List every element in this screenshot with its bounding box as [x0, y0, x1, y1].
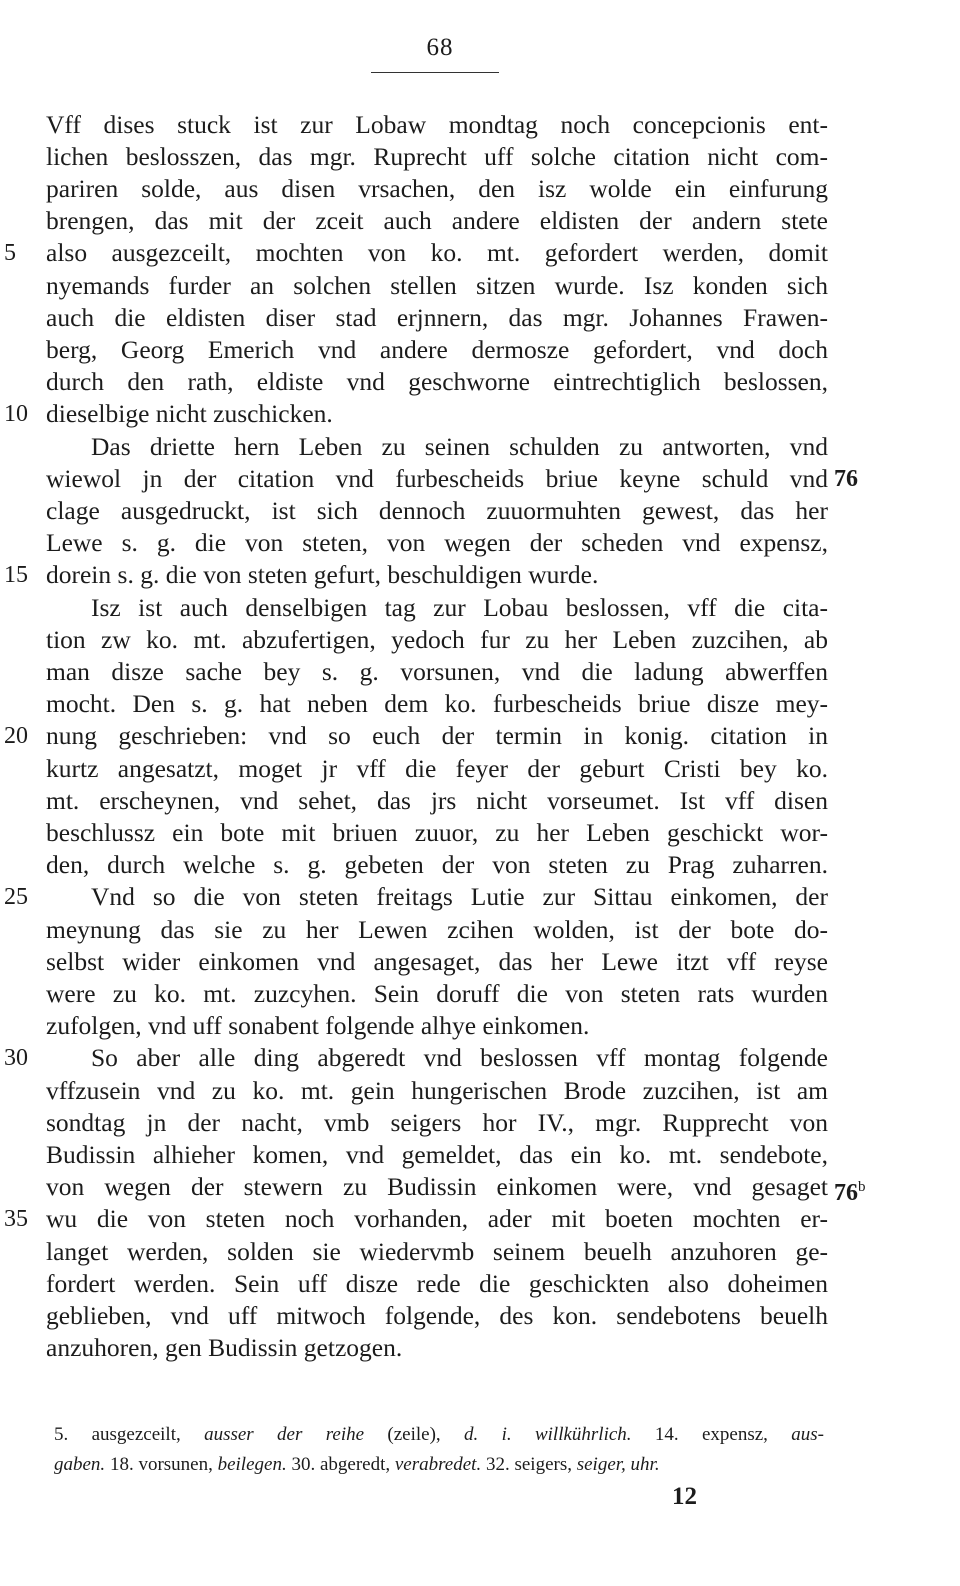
- text-line: were zu ko. mt. zuzcyhen. Sein doruff die von steten rats wurden: [46, 979, 828, 1008]
- text-line: Lewe s. g. die von steten, von wegen der scheden vnd expensz,: [46, 528, 828, 557]
- text-line: nyemands furder an solchen stellen sitzen wurde. Isz konden sich: [46, 271, 828, 300]
- footnote-line: [54, 1450, 824, 1480]
- text-line: den, durch welche s. g. gebeten der von steten zu Prag zuharren.: [46, 850, 828, 879]
- text-line: brengen, das mit der zceit auch andere eldisten der andern stete: [46, 206, 828, 235]
- footnote-gloss: ausser der reihe: [204, 1424, 365, 1445]
- text-line: Vnd so die von steten freitags Lutie zur Sittau einkomen, der: [91, 882, 828, 911]
- text-line: berg, Georg Emerich vnd andere dermosze gefordert, vnd doch: [46, 335, 828, 364]
- text-line: Isz ist auch denselbigen tag zur Lobau beslossen, vff die cita-: [91, 593, 828, 622]
- text-line: lichen beslosszen, das mgr. Ruprecht uff solche citation nicht com-: [46, 142, 828, 171]
- text-line: vffzusein vnd zu ko. mt. gein hungerischen Brode zuzcihen, ist am: [46, 1076, 828, 1105]
- text-line: von wegen der stewern zu Budissin einkomen were, vnd gesaget: [46, 1172, 828, 1201]
- text-line: also ausgezceilt, mochten von ko. mt. gefordert werden, domit: [46, 238, 828, 267]
- text-line: anzuhoren, gen Budissin getzogen.: [46, 1333, 403, 1362]
- line-number: 30: [4, 1045, 28, 1071]
- text-line: langet werden, solden sie wiedervmb seinem beuelh anzuhoren ge-: [46, 1237, 828, 1266]
- margin-folio-ref: 76: [834, 466, 858, 492]
- text-line: tion zw ko. mt. abzufertigen, yedoch fur zu her Leben zuzcihen, ab: [46, 625, 828, 654]
- line-number: 15: [4, 562, 28, 588]
- line-number: 20: [4, 723, 28, 749]
- page-number: 68: [426, 34, 454, 61]
- text-line: clage ausgedruckt, ist sich dennoch zuuormuhten gewest, das her: [46, 496, 828, 525]
- text-line: mt. erscheynen, vnd sehet, das jrs nicht vorseumet. Ist vff disen: [46, 786, 828, 815]
- line-number: 5: [4, 240, 16, 266]
- text-line: geblieben, vnd uff mitwoch folgende, des kon. sendebotens beuelh: [46, 1301, 828, 1330]
- footnote-gloss: aus-: [791, 1424, 824, 1445]
- text-line: dieselbige nicht zuschicken.: [46, 399, 333, 428]
- text-line: wiewol jn der citation vnd furbescheids briue keyne schuld vnd: [46, 464, 828, 493]
- header-rule: [371, 72, 499, 73]
- line-number: 35: [4, 1206, 28, 1232]
- line-number: 25: [4, 884, 28, 910]
- footnote-gloss: beilegen.: [217, 1454, 287, 1475]
- footnote-line: [54, 1420, 824, 1450]
- text-line: dorein s. g. die von steten gefurt, beschuldigen wurde.: [46, 560, 599, 589]
- text-line: selbst wider einkomen vnd angesaget, das her Lewe itzt vff reyse: [46, 947, 828, 976]
- text-line: durch den rath, eldiste vnd geschworne eintrechtiglich beslossen,: [46, 367, 828, 396]
- text-line: beschlussz ein bote mit briuen zuuor, zu her Leben geschickt wor-: [46, 818, 828, 847]
- line-number: 10: [4, 401, 28, 427]
- margin-folio-suffix: b: [858, 1179, 866, 1195]
- text-line: Vff dises stuck ist zur Lobaw mondtag noch concepcionis ent-: [46, 110, 828, 139]
- text-line: man disze sache bey s. g. vorsunen, vnd die ladung abwerffen: [46, 657, 828, 686]
- footnote-segment: 5. ausgezceilt,: [54, 1424, 205, 1445]
- text-line: fordert werden. Sein uff disze rede die geschickten also doheimen: [46, 1269, 828, 1298]
- margin-folio-ref: [834, 1171, 866, 1209]
- footnote-gloss: verabredet.: [394, 1454, 482, 1475]
- text-line: nung geschrieben: vnd so euch der termin in konig. citation in: [46, 721, 828, 750]
- margin-folio-number: 76: [834, 1180, 858, 1206]
- footnote-segment: (zeile),: [364, 1424, 464, 1445]
- text-line: auch die eldisten diser stad erjnnern, das mgr. Johannes Frawen-: [46, 303, 828, 332]
- text-line: meynung das sie zu her Lewen zcihen wolden, ist der bote do-: [46, 915, 828, 944]
- footnote-gloss: gaben.: [54, 1454, 106, 1475]
- text-line: wu die von steten noch vorhanden, ader mit boeten mochten er-: [46, 1204, 828, 1233]
- text-line: sondtag jn der nacht, vmb seigers hor IV., mgr. Rupprecht von: [46, 1108, 828, 1137]
- text-line: zufolgen, vnd uff sonabent folgende alhye einkomen.: [46, 1011, 590, 1040]
- text-line: Das driette hern Leben zu seinen schulden zu antworten, vnd: [91, 432, 828, 461]
- footnote-gloss: d. i. willkührlich.: [464, 1424, 632, 1445]
- footnote-gloss: seiger, uhr.: [576, 1454, 660, 1475]
- footnote-segment: 18. vorsunen,: [105, 1454, 218, 1475]
- text-line: kurtz angesatzt, moget jr vff die feyer der geburt Cristi bey ko.: [46, 754, 828, 783]
- text-line: Budissin alhieher komen, vnd gemeldet, das ein ko. mt. sendebote,: [46, 1140, 828, 1169]
- footnotes: [54, 1420, 824, 1480]
- text-line: So aber alle ding abgeredt vnd beslossen vff montag folgende: [91, 1043, 828, 1072]
- footnote-segment: 32. seigers,: [481, 1454, 577, 1475]
- footnote-segment: 14. expensz,: [631, 1424, 792, 1445]
- text-line: mocht. Den s. g. hat neben dem ko. furbescheids briue disze mey-: [46, 689, 828, 718]
- text-line: pariren solde, aus disen vrsachen, den isz wolde ein einfurung: [46, 174, 828, 203]
- signature-mark: 12: [672, 1483, 697, 1510]
- footnote-segment: 30. abgeredt,: [286, 1454, 395, 1475]
